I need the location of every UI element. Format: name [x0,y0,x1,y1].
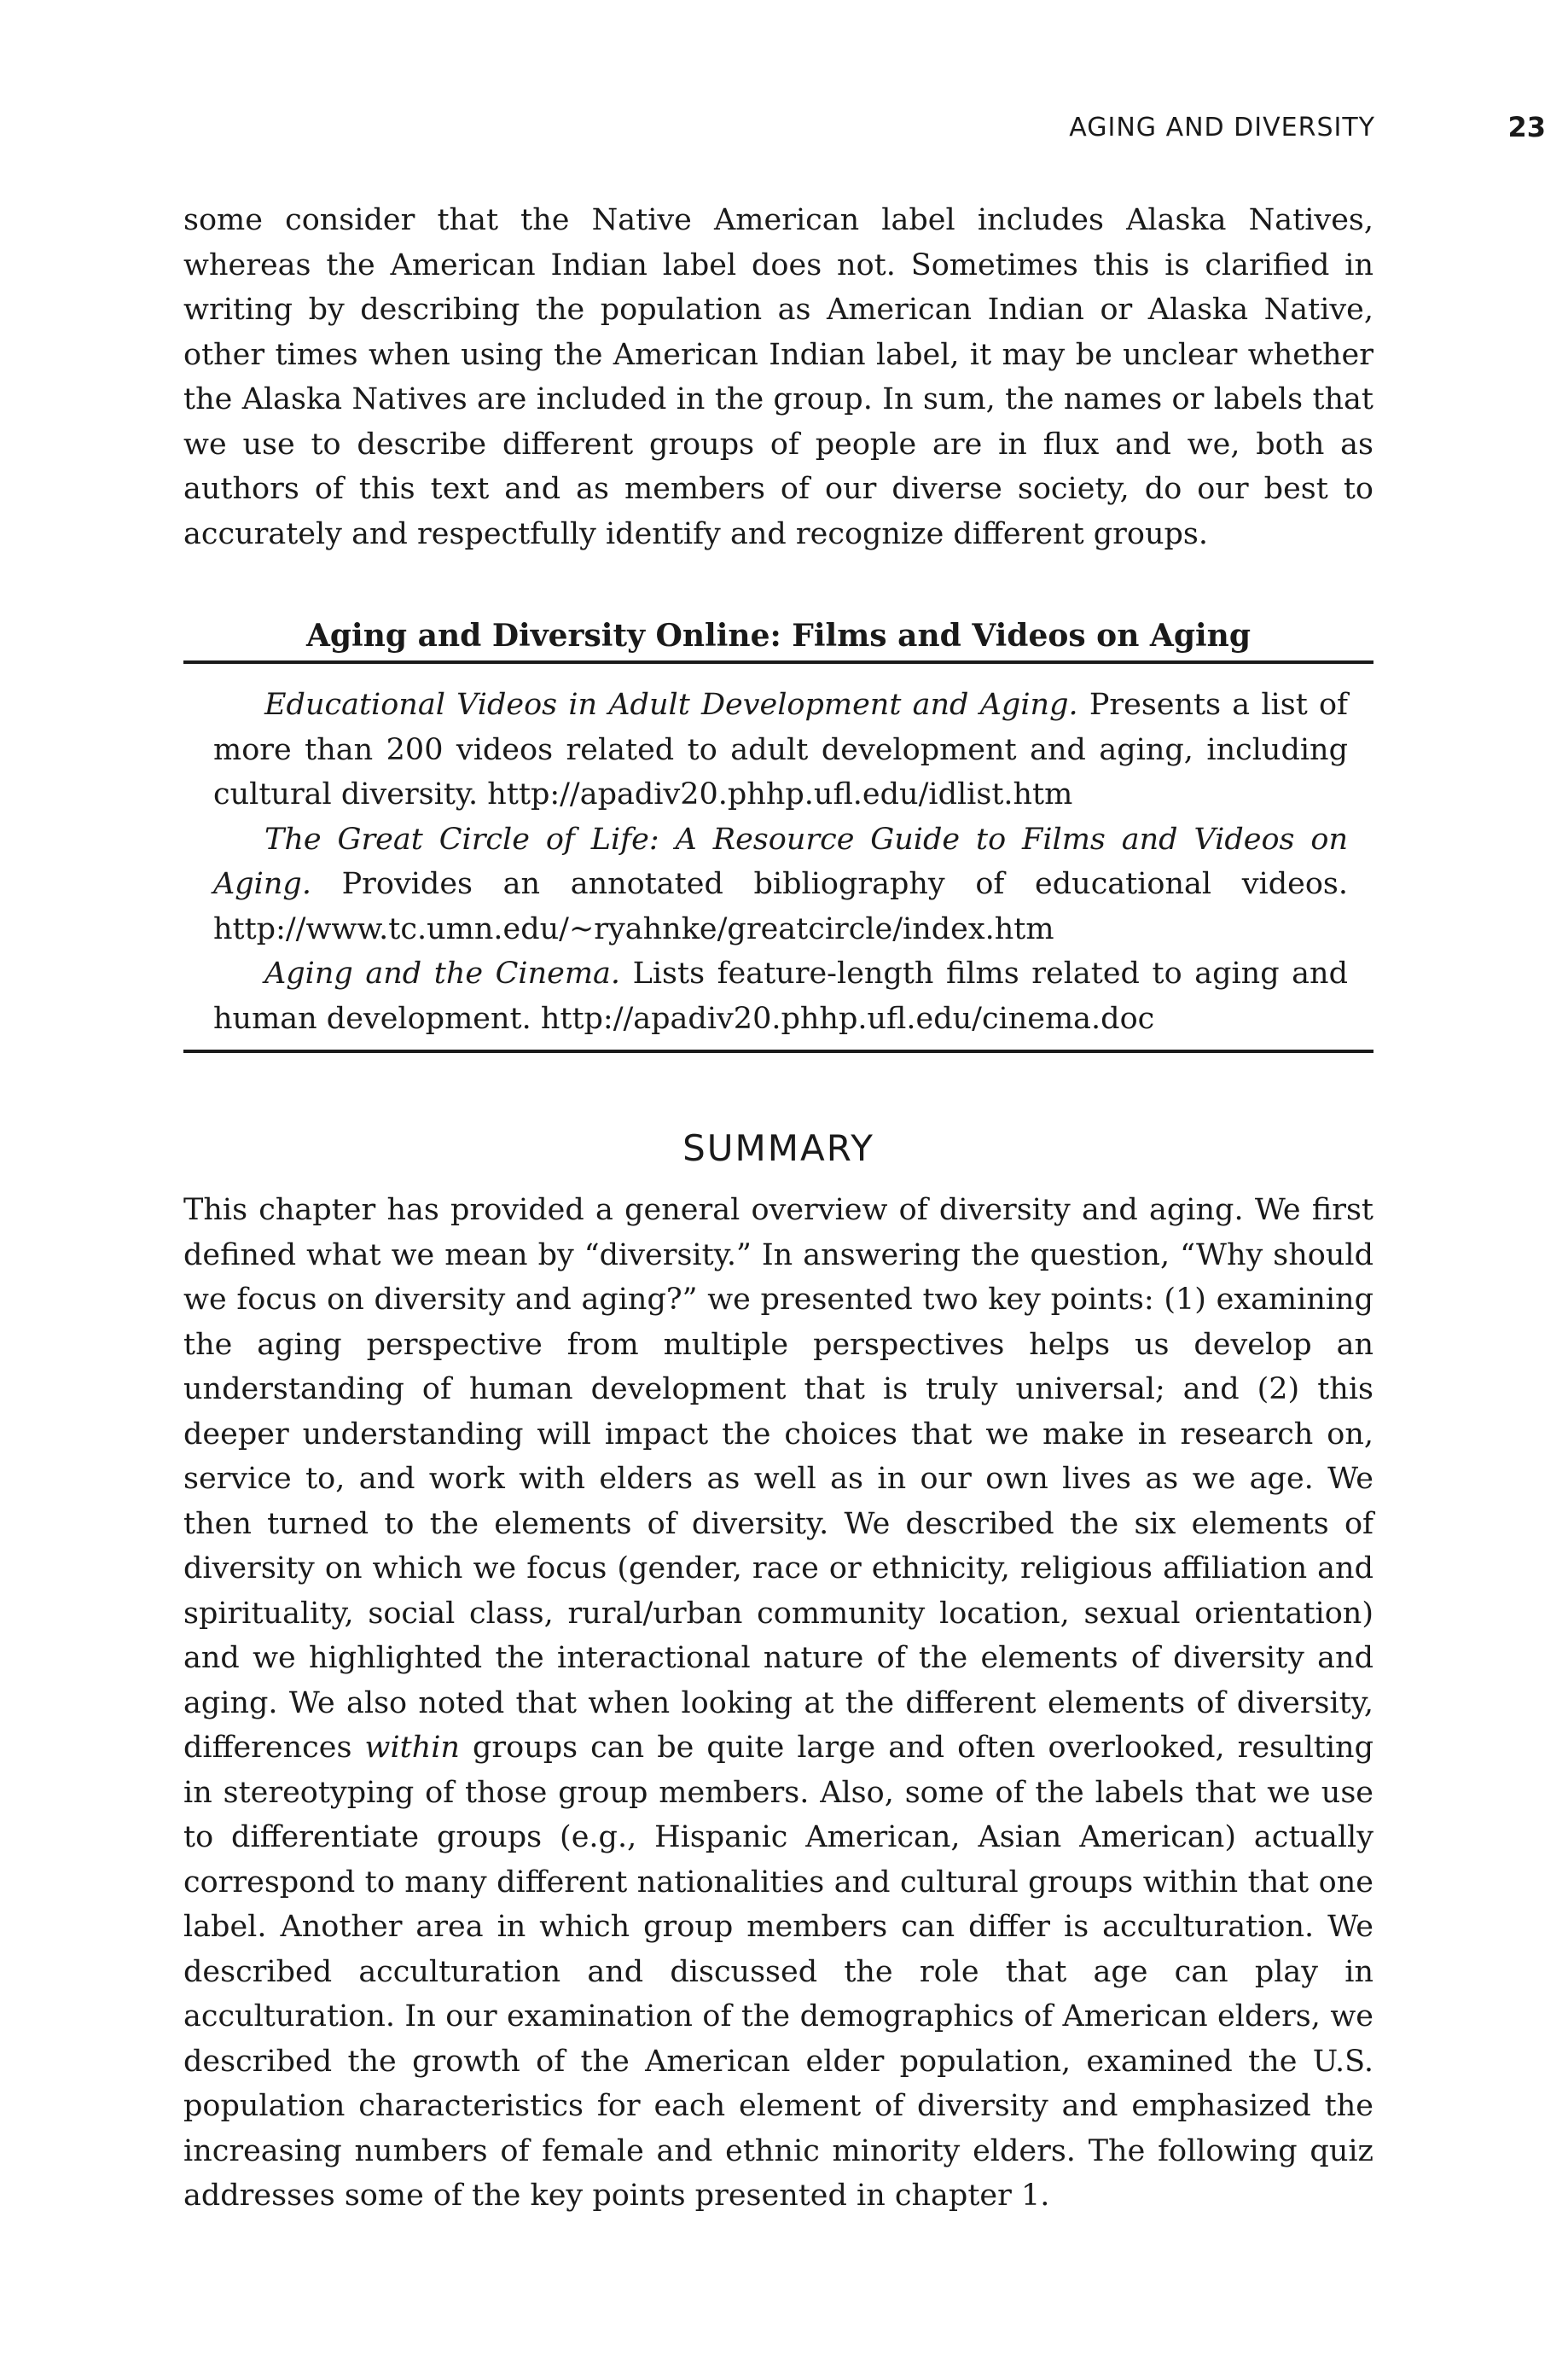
entry-title: The Great Circle of Life: A Resource Guide to Films and Videos on Aging. [213,822,1348,901]
page-number: 23 [1507,111,1546,143]
summary-text-part-2: groups can be quite large and often overlooked, resulting in stereotyping of those group members. Also, some of the labels that we use to differentiate groups (e.g., Hispanic American, Asian American) actually correspond to many different nationalities and cultural groups within that one label. Another area in which group members can differ is acculturation. We described acculturation and discussed the role that age can play in acculturation. In our examination of the demographics of American elders, we described the growth of the American elder population, examined the U.S. population characteristics for each element of diversity and emphasized the increasing numbers of female and ethnic minority elders. The following quiz addresses some of the key points presented in chapter 1. [183,1731,1373,2213]
sidebar-entry [213,817,1348,952]
entry-title: Aging and the Cinema. [264,957,621,991]
summary-paragraph [183,1188,1373,2219]
sidebar-entry [213,683,1348,817]
sidebar-top-rule [183,660,1373,664]
entry-text: Lists feature-length films related to aging and human development. http://apadiv20.phhp.ufl.edu/cinema.doc [213,957,1348,1036]
sidebar-title: Aging and Diversity Online: Films and Videos on Aging [305,618,1251,654]
sidebar-bottom-rule [183,1050,1373,1053]
entry-text: Presents a list of more than 200 videos related to adult development and aging, including cultural diversity. http://apadiv20.phhp.ufl.edu/idlist.htm [213,688,1349,812]
entry-title: Educational Videos in Adult Development and Aging. [264,688,1078,722]
entry-text: Provides an annotated bibliography of educational videos. http://www.tc.umn.edu/~ryahnke/greatcircle/index.htm [213,867,1348,946]
summary-text-part-1: This chapter has provided a general overview of diversity and aging. We first defined what we mean by “diversity.” In answering the question, “Why should we focus on diversity and aging?” we presented two key points: (1) examining the aging perspective from multiple perspectives helps us develop an understanding of human development that is truly universal; and (2) this deeper understanding will impact the choices that we make in research on, service to, and work with elders as well as in our own lives as we age. We then turned to the elements of diversity. We described the six elements of diversity on which we focus (gender, race or ethnicity, religious affiliation and spirituality, social class, rural/urban community location, sexual orientation) and we highlighted the interactional nature of the elements of diversity and aging. We also noted that when looking at the different elements of diversity, differences [183,1193,1373,1765]
sidebar-box [213,683,1348,1041]
summary-heading: SUMMARY [682,1127,874,1169]
summary-italic-word: within [364,1731,460,1765]
running-head: AGING AND DIVERSITY [1069,113,1375,143]
intro-paragraph: some consider that the Native American label includes Alaska Natives, whereas the American Indian label does not. Sometimes this is clarified in writing by describing the population as American Indian or Alaska Native, other times when using the American Indian label, it may be unclear whether the Alaska Natives are included in the group. In sum, the names or labels that we use to describe different groups of people are in flux and we, both as authors of this text and as members of our diverse society, do our best to accurately and respectfully identify and recognize different groups. [183,203,1373,551]
sidebar-entry [213,951,1348,1041]
